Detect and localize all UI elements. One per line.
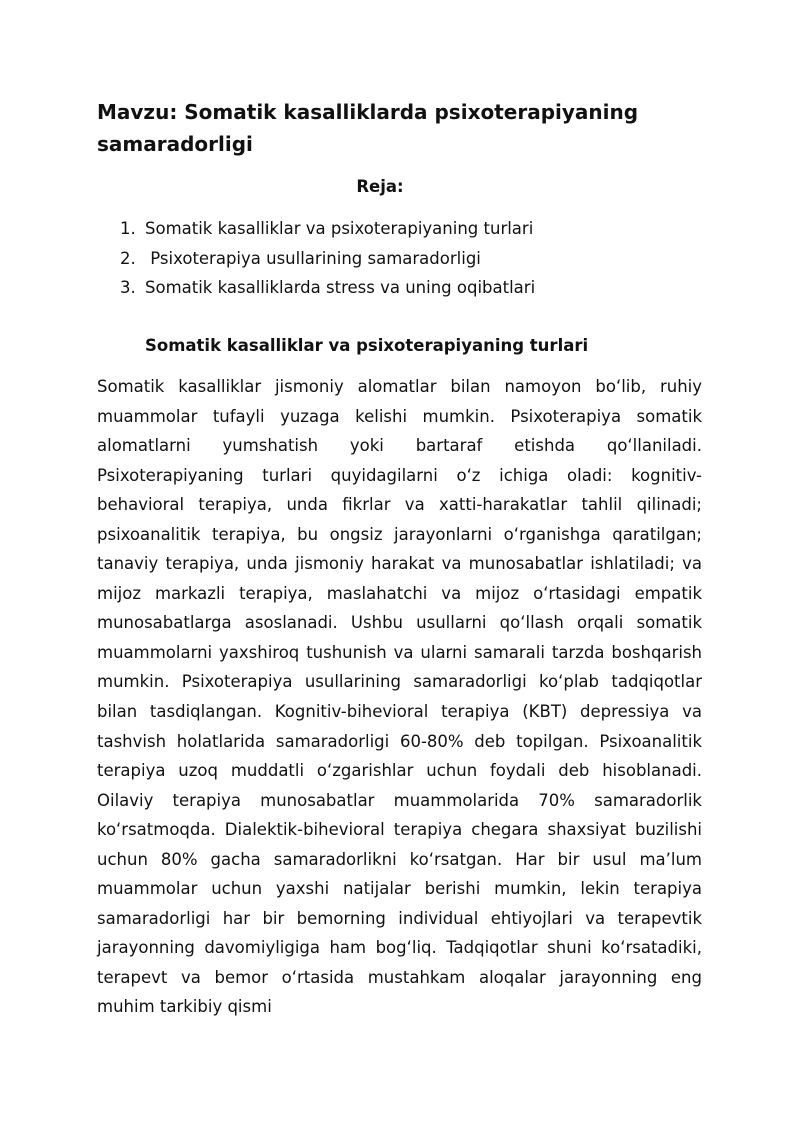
plan-heading: Reja: <box>356 177 404 196</box>
plan-item-text: Somatik kasalliklarda stress va uning oqibatlari <box>145 278 536 297</box>
plan-item <box>120 244 535 274</box>
plan-item-text: Psixoterapiya usullarining samaradorligi <box>145 248 481 268</box>
body-paragraph: Somatik kasalliklar jismoniy alomatlar bilan namoyon boʻlib, ruhiy muammolar tufayli yuzaga kelishi mumkin. Psixoterapiya somatik alomatlarni yumshatish yoki bartaraf etishda qoʻllaniladi. Psixoterapiyaning turlari quyidagilarni oʻz ichiga oladi: kognitiv-behavioral terapiya, unda fikrlar va xatti-harakatlar tahlil qilinadi; psixoanalitik terapiya, bu ongsiz jarayonlarni oʻrganishga qaratilgan; tanaviy terapiya, unda jismoniy harakat va munosabatlar ishlatiladi; va mijoz markazli terapiya, maslahatchi va mijoz oʻrtasidagi empatik munosabatlarga asoslanadi. Ushbu usullarni qoʻllash orqali somatik muammolarni yaxshiroq tushunish va ularni samarali tarzda boshqarish mumkin. Psixoterapiya usullarining samaradorligi koʻplab tadqiqotlar bilan tasdiqlangan. Kognitiv-bihevioral terapiya (KBT) depressiya va tashvish holatlarida samaradorligi 60-80% deb topilgan. Psixoanalitik terapiya uzoq muddatli oʻzgarishlar uchun foydali deb hisoblanadi. Oilaviy terapiya munosabatlar muammolarida 70% samaradorlik koʻrsatmoqda. Dialektik-bihevioral terapiya chegara shaxsiyat buzilishi uchun 80% gacha samaradorlikni koʻrsatgan. Har bir usul maʼlum muammolar uchun yaxshi natijalar berishi mumkin, lekin terapiya samaradorligi har bir bemorning individual ehtiyojlari va terapevtik jarayonning davomiyligiga ham bogʻliq. Tadqiqotlar shuni koʻrsatadiki, terapevt va bemor oʻrtasida mustahkam aloqalar jarayonning eng muhim tarkibiy qismi <box>97 377 702 1017</box>
plan-item <box>120 214 535 244</box>
plan-item-text: Somatik kasalliklar va psixoterapiyaning turlari <box>145 219 534 238</box>
plan-item-number: 2. <box>120 248 136 268</box>
plan-item <box>120 273 535 303</box>
plan-item-number: 3. <box>120 278 136 297</box>
plan-list <box>120 214 535 303</box>
document-title: Mavzu: Somatik kasalliklarda psixoterapiyaning samaradorligi <box>97 100 639 156</box>
plan-item-number: 1. <box>120 219 136 238</box>
section-heading: Somatik kasalliklar va psixoterapiyaning turlari <box>145 336 589 355</box>
